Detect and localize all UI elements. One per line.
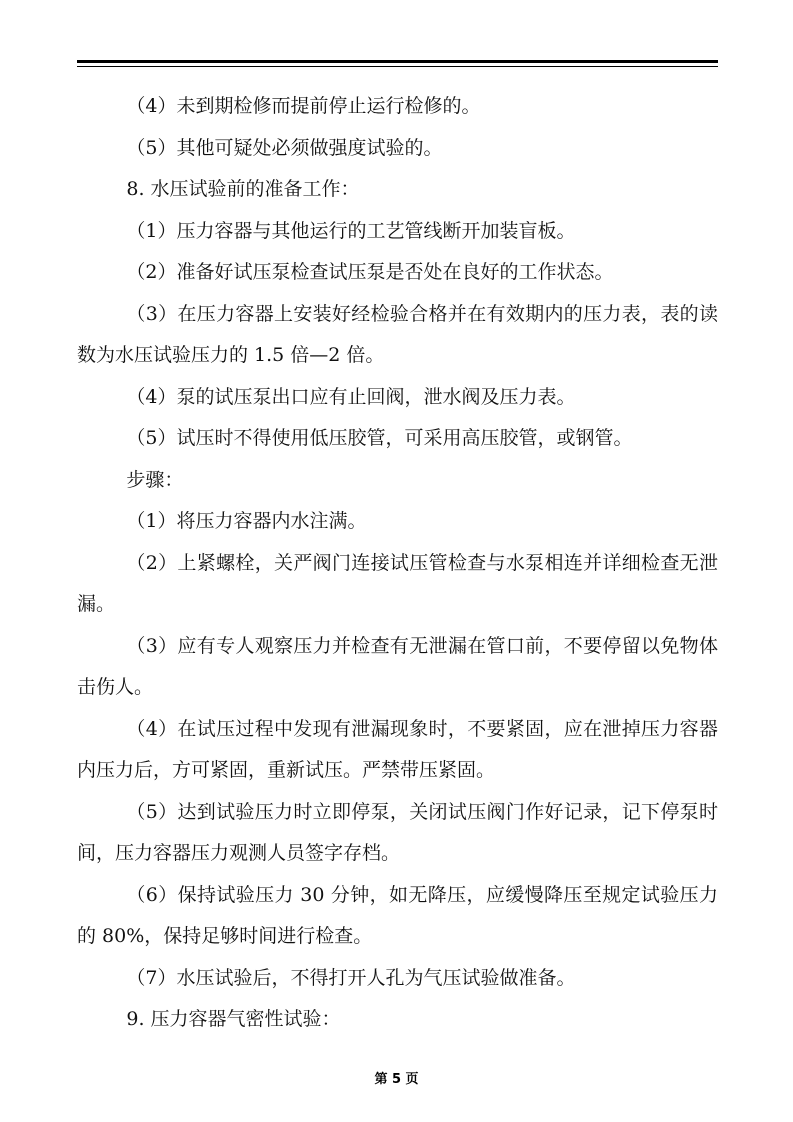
paragraph: （4）泵的试压泵出口应有止回阀，泄水阀及压力表。	[126, 385, 576, 408]
paragraph: （7）水压试验后，不得打开人孔为气压试验做准备。	[126, 966, 576, 989]
paragraph: （6）保持试验压力 30 分钟，如无降压，应缓慢降压至规定试验压力的 80%，保持足够时间进行检查。	[77, 883, 718, 947]
paragraph: （2）上紧螺栓，关严阀门连接试压管检查与水泵相连并详细检查无泄漏。	[77, 551, 718, 615]
paragraph: （1）压力容器与其他运行的工艺管线断开加装盲板。	[126, 219, 576, 242]
paragraph: （3）在压力容器上安装好经检验合格并在有效期内的压力表，表的读数为水压试验压力的 1.5 倍—2 倍。	[77, 302, 718, 366]
paragraph: （3）应有专人观察压力并检查有无泄漏在管口前，不要停留以免物体击伤人。	[77, 634, 718, 698]
header-rule-thin	[77, 66, 718, 67]
paragraph: （4）在试压过程中发现有泄漏现象时，不要紧固，应在泄掉压力容器内压力后，方可紧固，重新试压。严禁带压紧固。	[77, 717, 718, 781]
paragraph: （4）未到期检修而提前停止运行检修的。	[126, 95, 481, 117]
header-rule-thick	[77, 60, 718, 63]
document-body	[77, 86, 718, 1041]
steps-heading: 步骤：	[126, 468, 184, 491]
paragraph: （2）准备好试压泵检查试压泵是否处在良好的工作状态。	[126, 261, 614, 283]
paragraph: （5）试压时不得使用低压胶管，可采用高压胶管，或钢管。	[126, 427, 633, 449]
section-heading: 9. 压力容器气密性试验：	[126, 1008, 341, 1030]
paragraph: （5）达到试验压力时立即停泵，关闭试压阀门作好记录，记下停泵时间，压力容器压力观测人员签字存档。	[77, 800, 718, 864]
paragraph: （5）其他可疑处必须做强度试验的。	[126, 136, 443, 159]
page-number: 第 5 页	[374, 1072, 419, 1087]
paragraph: （1）将压力容器内水注满。	[126, 510, 367, 532]
section-heading: 8. 水压试验前的准备工作：	[126, 178, 360, 200]
